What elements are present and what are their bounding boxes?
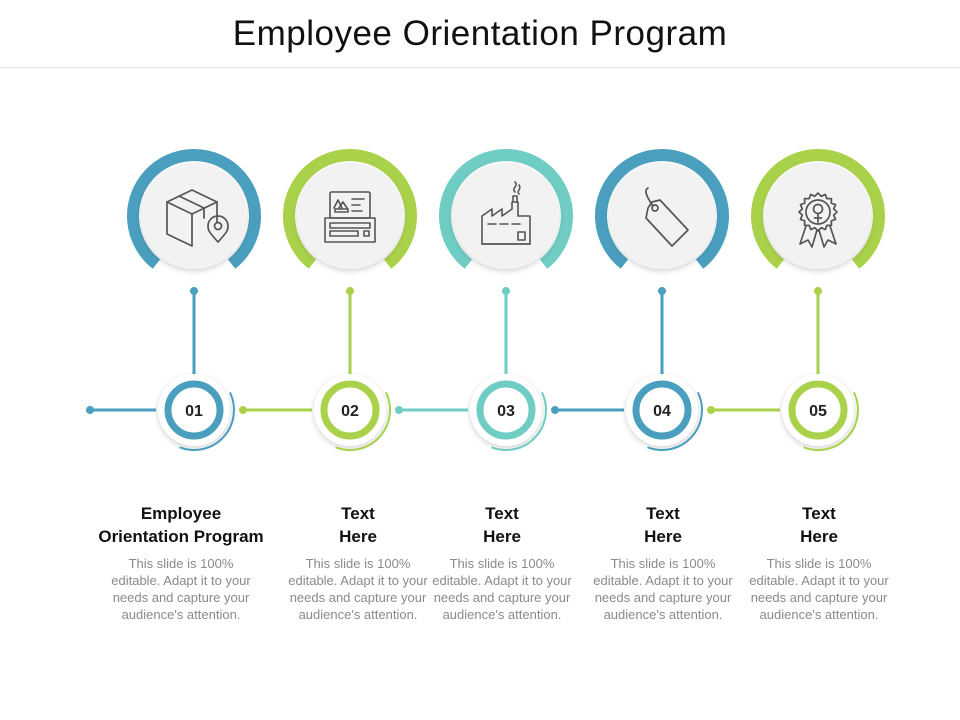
step-title-line2: Orientation Program	[98, 527, 264, 546]
step-description: This slide is 100% editable. Adapt it to your needs and capture your audience's attention.	[111, 556, 251, 622]
icon-circle	[609, 163, 715, 269]
step-number: 03	[497, 403, 515, 420]
step-title-line1: Employee	[140, 504, 222, 523]
icon-circle	[297, 163, 403, 269]
connector-dot	[707, 406, 715, 414]
icon-circle	[453, 163, 559, 269]
step-number: 02	[341, 403, 359, 420]
connector-dot	[395, 406, 403, 414]
step-description: This slide is 100% editable. Adapt it to your needs and capture your audience's attention.	[749, 556, 889, 622]
step-title-line2: Here	[644, 527, 682, 546]
step-number: 05	[809, 403, 827, 420]
step-description: This slide is 100% editable. Adapt it to your needs and capture your audience's attention.	[432, 556, 572, 622]
step-title-line2: Here	[800, 527, 838, 546]
step-title-line2: Here	[483, 527, 521, 546]
connector-dot	[239, 406, 247, 414]
connector-dot	[551, 406, 559, 414]
step-title	[86, 502, 276, 548]
step-number: 04	[653, 403, 671, 420]
step-title-line1: Text	[341, 504, 375, 523]
stem-dot	[814, 287, 822, 295]
stem-dot	[502, 287, 510, 295]
step-description: This slide is 100% editable. Adapt it to your needs and capture your audience's attention.	[593, 556, 733, 622]
step-number: 01	[185, 403, 203, 420]
step-title	[724, 502, 914, 548]
stem-dot	[658, 287, 666, 295]
stem-dot	[190, 287, 198, 295]
connector-dot	[86, 406, 94, 414]
step-title-line1: Text	[646, 504, 680, 523]
icon-circle	[141, 163, 247, 269]
step-description: This slide is 100% editable. Adapt it to your needs and capture your audience's attention.	[288, 556, 428, 622]
step-title-line1: Text	[802, 504, 836, 523]
stem-dot	[346, 287, 354, 295]
step-title-line1: Text	[485, 504, 519, 523]
step-title-line2: Here	[339, 527, 377, 546]
slide-title: Employee Orientation Program	[232, 14, 728, 53]
